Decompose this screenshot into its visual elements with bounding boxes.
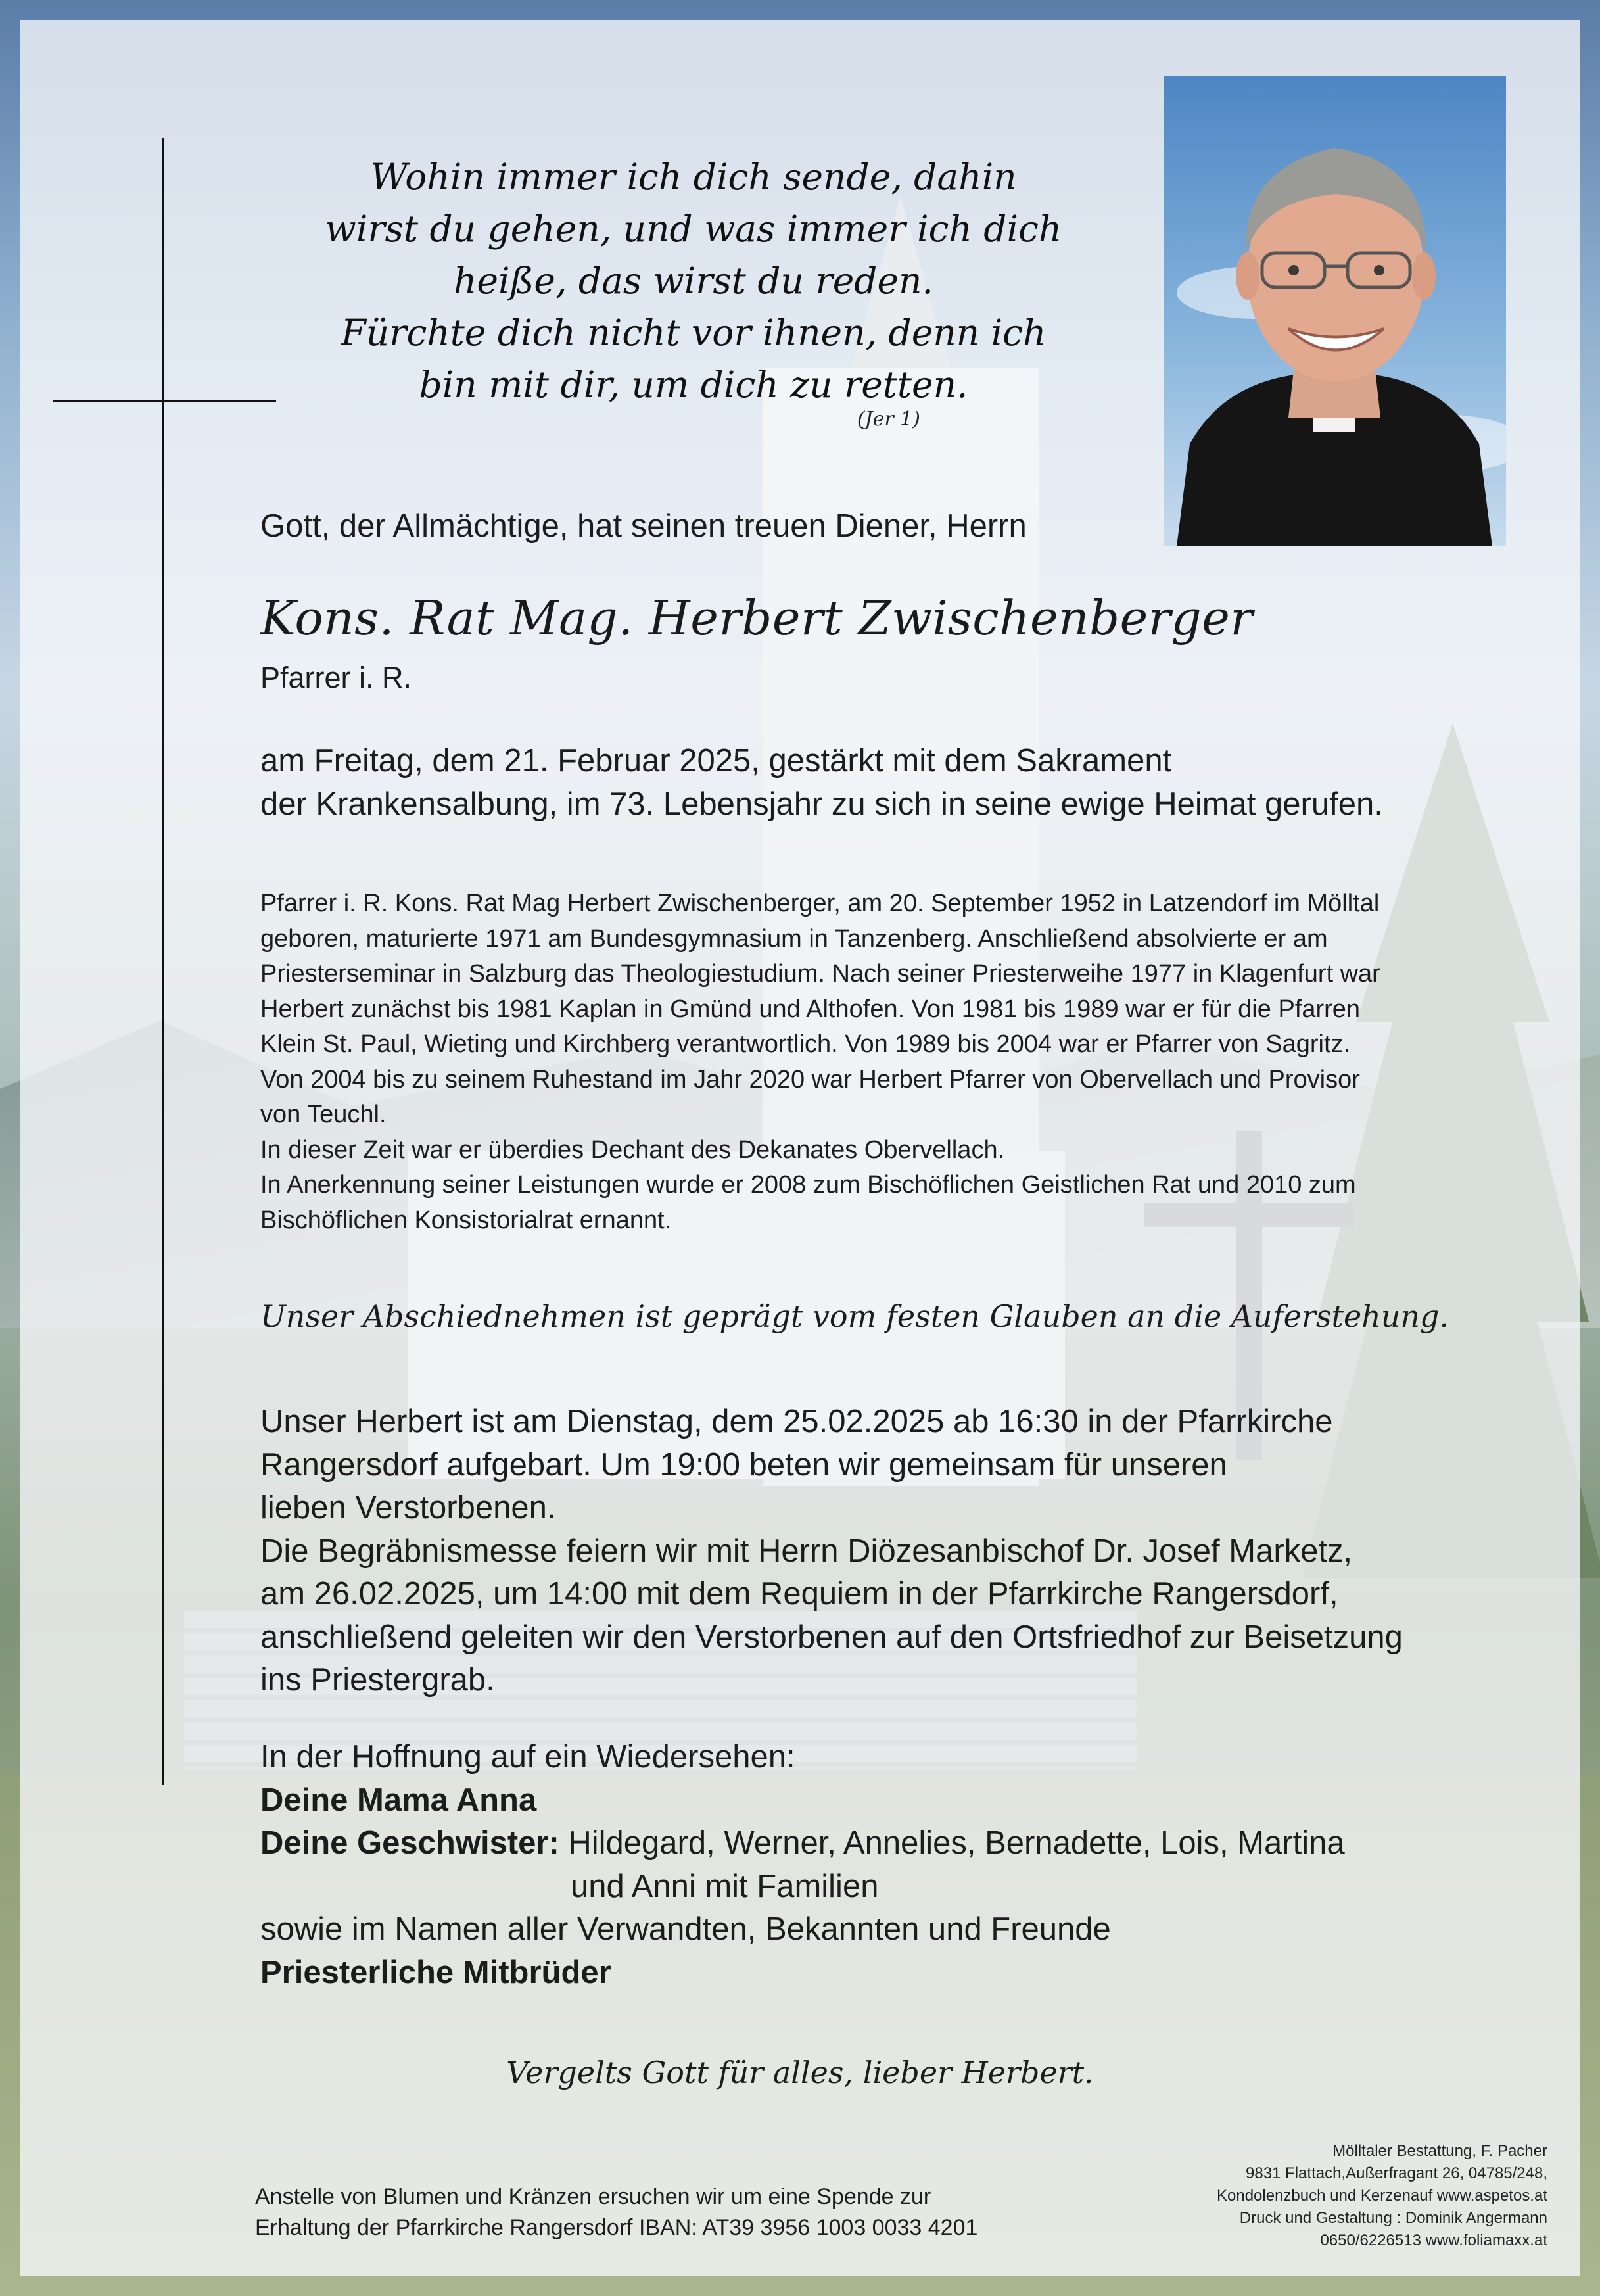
arrangement-line: am 26.02.2025, um 14:00 mit dem Requiem in der Pfarrkirche Rangersdorf, [260, 1576, 1338, 1612]
credit-line: 0650/6226513 www.foliamaxx.at [1320, 2232, 1547, 2249]
faith-statement: Unser Abschiednehmen ist geprägt vom festen Glauben an die Auferstehung. [260, 1299, 1449, 1334]
biography-line: Priesterseminar in Salzburg das Theologiestudium. Nach seiner Priesterweihe 1977 in Klagenfurt war [260, 960, 1380, 988]
verse-line: Wohin immer ich dich sende, dahin [370, 156, 1017, 198]
death-notice [260, 739, 1383, 826]
deceased-title: Pfarrer i. R. [260, 661, 412, 694]
mourner-mother: Deine Mama Anna [260, 1782, 537, 1818]
biography-line: Bischöflichen Konsistorialrat ernannt. [260, 1206, 672, 1234]
mourners-relatives: sowie im Namen aller Verwandten, Bekannten und Freunde [260, 1911, 1111, 1947]
donation-request [255, 2182, 977, 2243]
credits [1217, 2140, 1547, 2252]
portrait-illustration [1164, 76, 1506, 546]
donation-line: Erhaltung der Pfarrkirche Rangersdorf IBAN: AT39 3956 1003 0033 4201 [255, 2215, 978, 2240]
deceased-name: Kons. Rat Mag. Herbert Zwischenberger [260, 590, 1254, 646]
siblings-names: Hildegard, Werner, Annelies, Bernadette, Lois, Martina [559, 1825, 1345, 1861]
funeral-arrangements [260, 1400, 1536, 1702]
verse-line: Fürchte dich nicht vor ihnen, denn ich [341, 312, 1047, 354]
biography-line: Pfarrer i. R. Kons. Rat Mag Herbert Zwischenberger, am 20. September 1952 in Latzendorf im Mölltal [260, 890, 1380, 917]
biography-line: geboren, maturierte 1971 am Bundesgymnasium in Tanzenberg. Anschließend absolvierte er am [260, 924, 1328, 953]
arrangement-line: anschließend geleiten wir den Verstorbenen auf den Ortsfriedhof zur Beisetzung [260, 1619, 1403, 1655]
arrangement-line: ins Priestergrab. [260, 1662, 495, 1698]
biography-line: In dieser Zeit war er überdies Dechant des Dekanates Obervellach. [260, 1136, 1005, 1164]
credit-line: Druck und Gestaltung : Dominik Angermann [1239, 2209, 1547, 2227]
biography-line: von Teuchl. [260, 1101, 387, 1128]
announcement-line: Gott, der Allmächtige, hat seinen treuen Diener, Herrn [260, 508, 1027, 544]
mourners-list [260, 1736, 1536, 1994]
mourners-brothers: Priesterliche Mitbrüder [260, 1954, 611, 1990]
thanks-line: Vergelts Gott für alles, lieber Herbert. [506, 2055, 1094, 2090]
cross-icon-vertical [162, 138, 164, 1785]
biography-line: Herbert zunächst bis 1981 Kaplan in Gmünd und Althofen. Von 1981 bis 1989 war er für die Pfarren [260, 995, 1361, 1023]
arrangement-line: Unser Herbert ist am Dienstag, dem 25.02.2025 ab 16:30 in der Pfarrkirche [260, 1404, 1333, 1439]
biography [260, 886, 1522, 1238]
arrangement-line: Die Begräbnismesse feiern wir mit Herrn Diözesanbischof Dr. Josef Marketz, [260, 1533, 1353, 1569]
siblings-label: Deine Geschwister: [260, 1825, 559, 1861]
cross-icon-horizontal [53, 400, 276, 402]
biography-line: In Anerkennung seiner Leistungen wurde er 2008 zum Bischöflichen Geistlichen Rat und 2010 zum [260, 1171, 1356, 1199]
arrangement-line: Rangersdorf aufgebart. Um 19:00 beten wir gemeinsam für unseren [260, 1447, 1227, 1483]
mourners-intro: In der Hoffnung auf ein Wiedersehen: [260, 1739, 795, 1775]
mourner-siblings [260, 1822, 1536, 1865]
donation-line: Anstelle von Blumen und Kränzen ersuchen wir um eine Spende zur [255, 2184, 931, 2209]
credit-line: Kondolenzbuch und Kerzenauf www.aspetos.at [1216, 2187, 1547, 2205]
death-notice-line: am Freitag, dem 21. Februar 2025, gestärkt mit dem Sakrament [260, 743, 1172, 778]
biography-line: Von 2004 bis zu seinem Ruhestand im Jahr 2020 war Herbert Pfarrer von Obervellach und Provisor [260, 1065, 1360, 1093]
biography-line: Klein St. Paul, Wieting und Kirchberg verantwortlich. Von 1989 bis 2004 war er Pfarrer von Sagritz. [260, 1030, 1351, 1058]
siblings-names-continued: und Anni mit Familien [571, 1868, 879, 1904]
verse-line: wirst du gehen, und was immer ich dich [325, 208, 1062, 250]
verse-line: heiße, das wirst du reden. [454, 260, 933, 302]
verse-reference: (Jer 1) [857, 408, 920, 431]
portrait-photo [1164, 76, 1506, 546]
bible-verse [289, 151, 1098, 411]
verse-line: bin mit dir, um dich zu retten. [419, 364, 968, 406]
arrangement-line: lieben Verstorbenen. [260, 1490, 556, 1525]
credit-line: Mölltaler Bestattung, F. Pacher [1332, 2142, 1547, 2160]
death-notice-line: der Krankensalbung, im 73. Lebensjahr zu sich in seine ewige Heimat gerufen. [260, 786, 1383, 822]
credit-line: 9831 Flattach,Außerfragant 26, 04785/248, [1246, 2164, 1547, 2182]
